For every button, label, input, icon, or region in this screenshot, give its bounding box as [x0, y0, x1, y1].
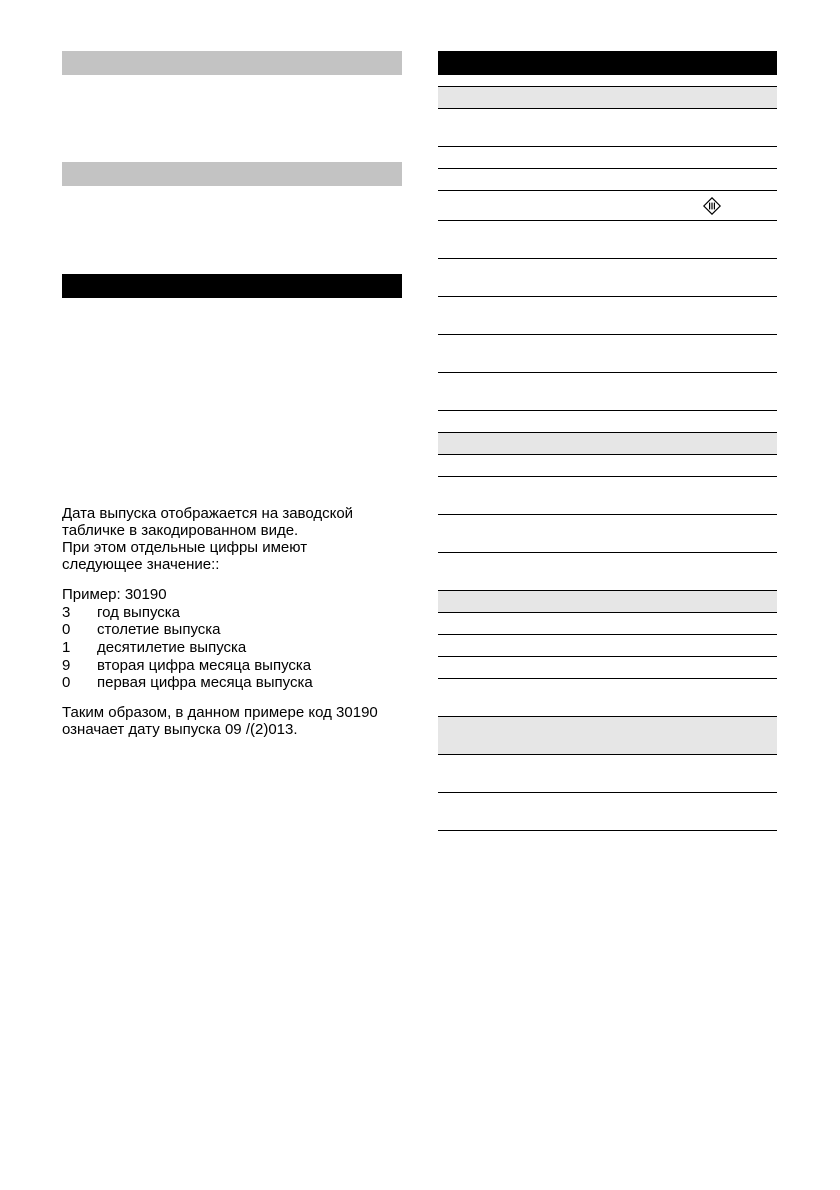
legend-row — [62, 656, 402, 674]
table-rule — [438, 634, 777, 635]
table-rule — [438, 754, 777, 755]
legend-row — [62, 621, 402, 639]
table-rule — [438, 258, 777, 259]
legend-row — [62, 674, 402, 692]
date-code-example — [62, 586, 402, 692]
table-rule — [438, 220, 777, 221]
conclusion-line-2: означает дату выпуска 09 /(2)013. — [62, 721, 298, 738]
table-rule — [438, 656, 777, 657]
intro-line-3: При этом отдельные цифры имеют — [62, 539, 308, 556]
date-code-intro — [62, 505, 402, 573]
section-header-bar-1 — [62, 51, 402, 75]
legend-meaning: десятилетие выпуска — [97, 639, 247, 657]
table-rule — [438, 612, 777, 613]
table-group-header — [438, 433, 777, 454]
table-rule — [438, 146, 777, 147]
date-code-conclusion — [62, 704, 402, 738]
table-rule — [438, 108, 777, 109]
table-rule — [438, 432, 777, 433]
table-rule — [438, 86, 777, 87]
legend-row — [62, 639, 402, 657]
table-shaded-row — [438, 717, 777, 754]
legend-digit: 0 — [62, 674, 71, 692]
intro-line-4: следующее значение:: — [62, 556, 220, 573]
table-rule — [438, 476, 777, 477]
section-header-bar-3 — [62, 274, 402, 298]
conclusion-line-1: Таким образом, в данном примере код 30190 — [62, 704, 378, 721]
legend-meaning: год выпуска — [97, 603, 181, 621]
table-rule — [438, 716, 777, 717]
table-rule — [438, 410, 777, 411]
protection-class-iii-icon — [703, 197, 721, 215]
legend-meaning: столетие выпуска — [97, 621, 221, 639]
table-group-header — [438, 87, 777, 108]
section-header-bar-2 — [62, 162, 402, 186]
legend-digit: 9 — [62, 656, 71, 674]
table-rule — [438, 190, 777, 191]
table-rule — [438, 678, 777, 679]
intro-line-1: Дата выпуска отображается на заводской — [62, 505, 354, 522]
table-rule — [438, 168, 777, 169]
example-line: Пример: 30190 — [62, 586, 167, 603]
legend-meaning: первая цифра месяца выпуска — [97, 674, 313, 692]
table-rule — [438, 454, 777, 455]
legend-digit: 0 — [62, 621, 71, 639]
intro-line-2: табличке в закодированном виде. — [62, 522, 299, 539]
table-rule — [438, 296, 777, 297]
legend-row — [62, 604, 402, 622]
table-rule — [438, 590, 777, 591]
table-rule — [438, 372, 777, 373]
legend-digit: 1 — [62, 639, 71, 657]
table-header-bar — [438, 51, 777, 75]
table-rule — [438, 552, 777, 553]
table-group-header — [438, 591, 777, 612]
legend-digit: 3 — [62, 603, 71, 621]
table-rule — [438, 514, 777, 515]
table-rule — [438, 830, 777, 831]
table-rule — [438, 334, 777, 335]
table-rule — [438, 792, 777, 793]
legend-meaning: вторая цифра месяца выпуска — [97, 656, 312, 674]
